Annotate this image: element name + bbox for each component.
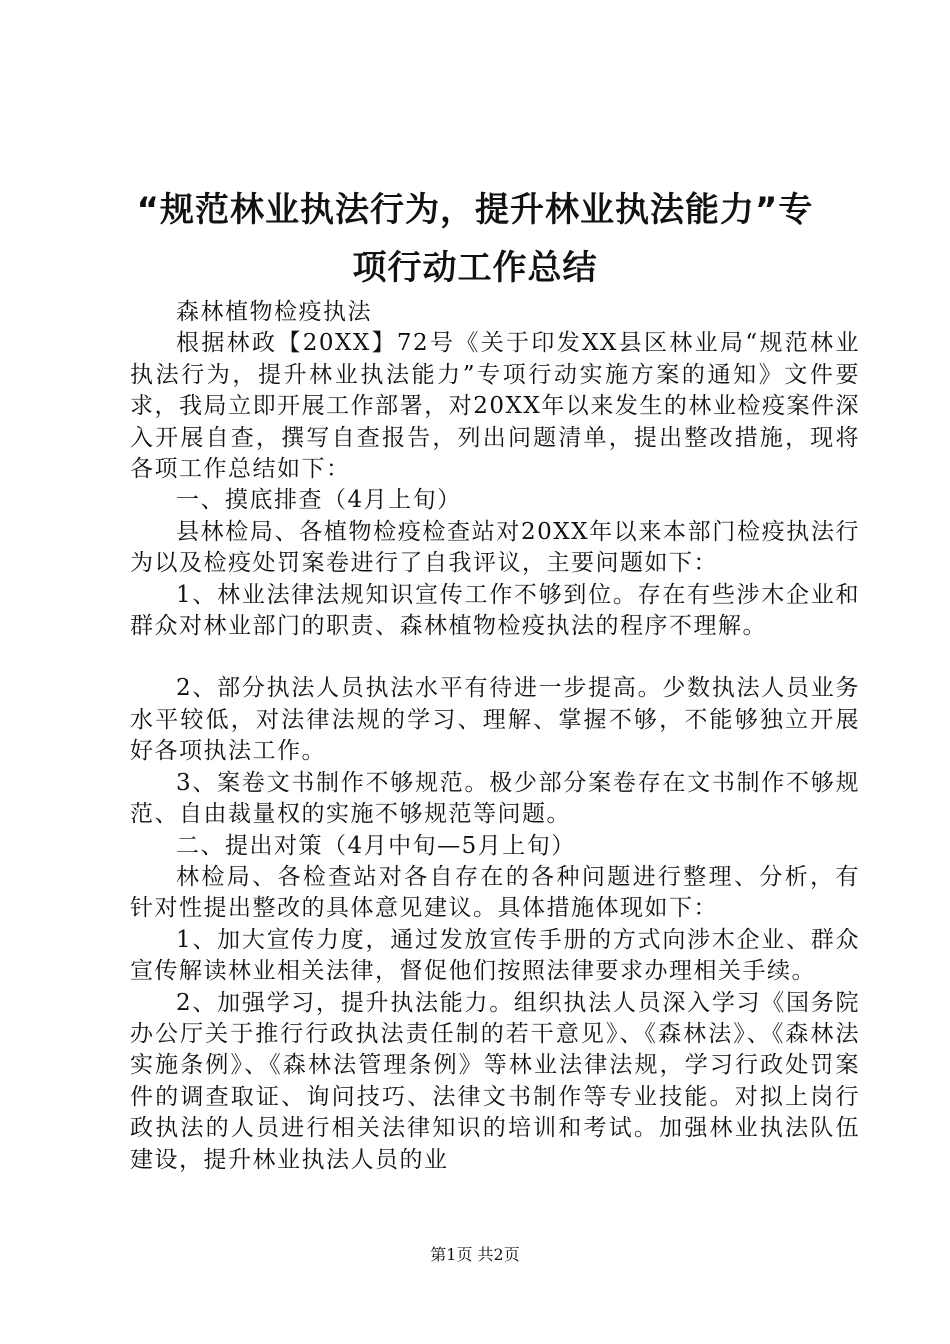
document-title-line-2: 项行动工作总结 <box>352 248 598 288</box>
document-title-line-1: “规范林业执法行为，提升林业执法能力”专 <box>136 190 814 230</box>
list-item: 1、加大宣传力度，通过发放宣传手册的方式向涉木企业、群众宣传解读林业相关法律，督促他们按照法律要求办理相关手续。 <box>130 926 860 985</box>
list-item: 2、加强学习，提升执法能力。组织执法人员深入学习《国务院办公厅关于推行行政执法责任制的若干意见》、《森林法》、《森林法实施条例》、《森林法管理条例》等林业法律法规，学习行政处罚案件的调查取证、询问技巧、法律文书制作等专业技能。对拟上岗行政执法的人员进行相关法律知识的培训和考试。加强林业执法队伍建设，提升林业执法人员的业 <box>130 989 860 1173</box>
document-body <box>130 297 860 1176</box>
section-heading-1: 一、摸底排查（4月上旬） <box>176 487 462 514</box>
paragraph-subtitle: 森林植物检疫执法 <box>176 299 372 325</box>
section-heading-2: 二、提出对策（4月中旬—5月上旬） <box>176 832 576 859</box>
paragraph: 县林检局、各植物检疫检查站对20XX年以来本部门检疫执法行为以及检疫处罚案卷进行了自我评议，主要问题如下： <box>130 518 860 577</box>
paragraph: 林检局、各检查站对各自存在的各种问题进行整理、分析，有针对性提出整改的具体意见建议。具体措施体现如下： <box>130 863 860 922</box>
paragraph-intro: 根据林政【20XX】72号《关于印发XX县区林业局“规范林业执法行为，提升林业执法能力”专项行动实施方案的通知》文件要求，我局立即开展工作部署，对20XX年以来发生的林业检疫案件深入开展自查，撰写自查报告，列出问题清单，提出整改措施，现将各项工作总结如下： <box>130 330 860 483</box>
list-item: 3、案卷文书制作不够规范。极少部分案卷存在文书制作不够规范、自由裁量权的实施不够规范等问题。 <box>130 769 860 828</box>
list-item: 2、部分执法人员执法水平有待进一步提高。少数执法人员业务水平较低，对法律法规的学习、理解、掌握不够，不能够独立开展好各项执法工作。 <box>130 675 860 765</box>
list-item: 1、林业法律法规知识宣传工作不够到位。存在有些涉木企业和群众对林业部门的职责、森林植物检疫执法的程序不理解。 <box>130 581 860 640</box>
page-number-footer: 第1页 共2页 <box>430 1245 520 1264</box>
